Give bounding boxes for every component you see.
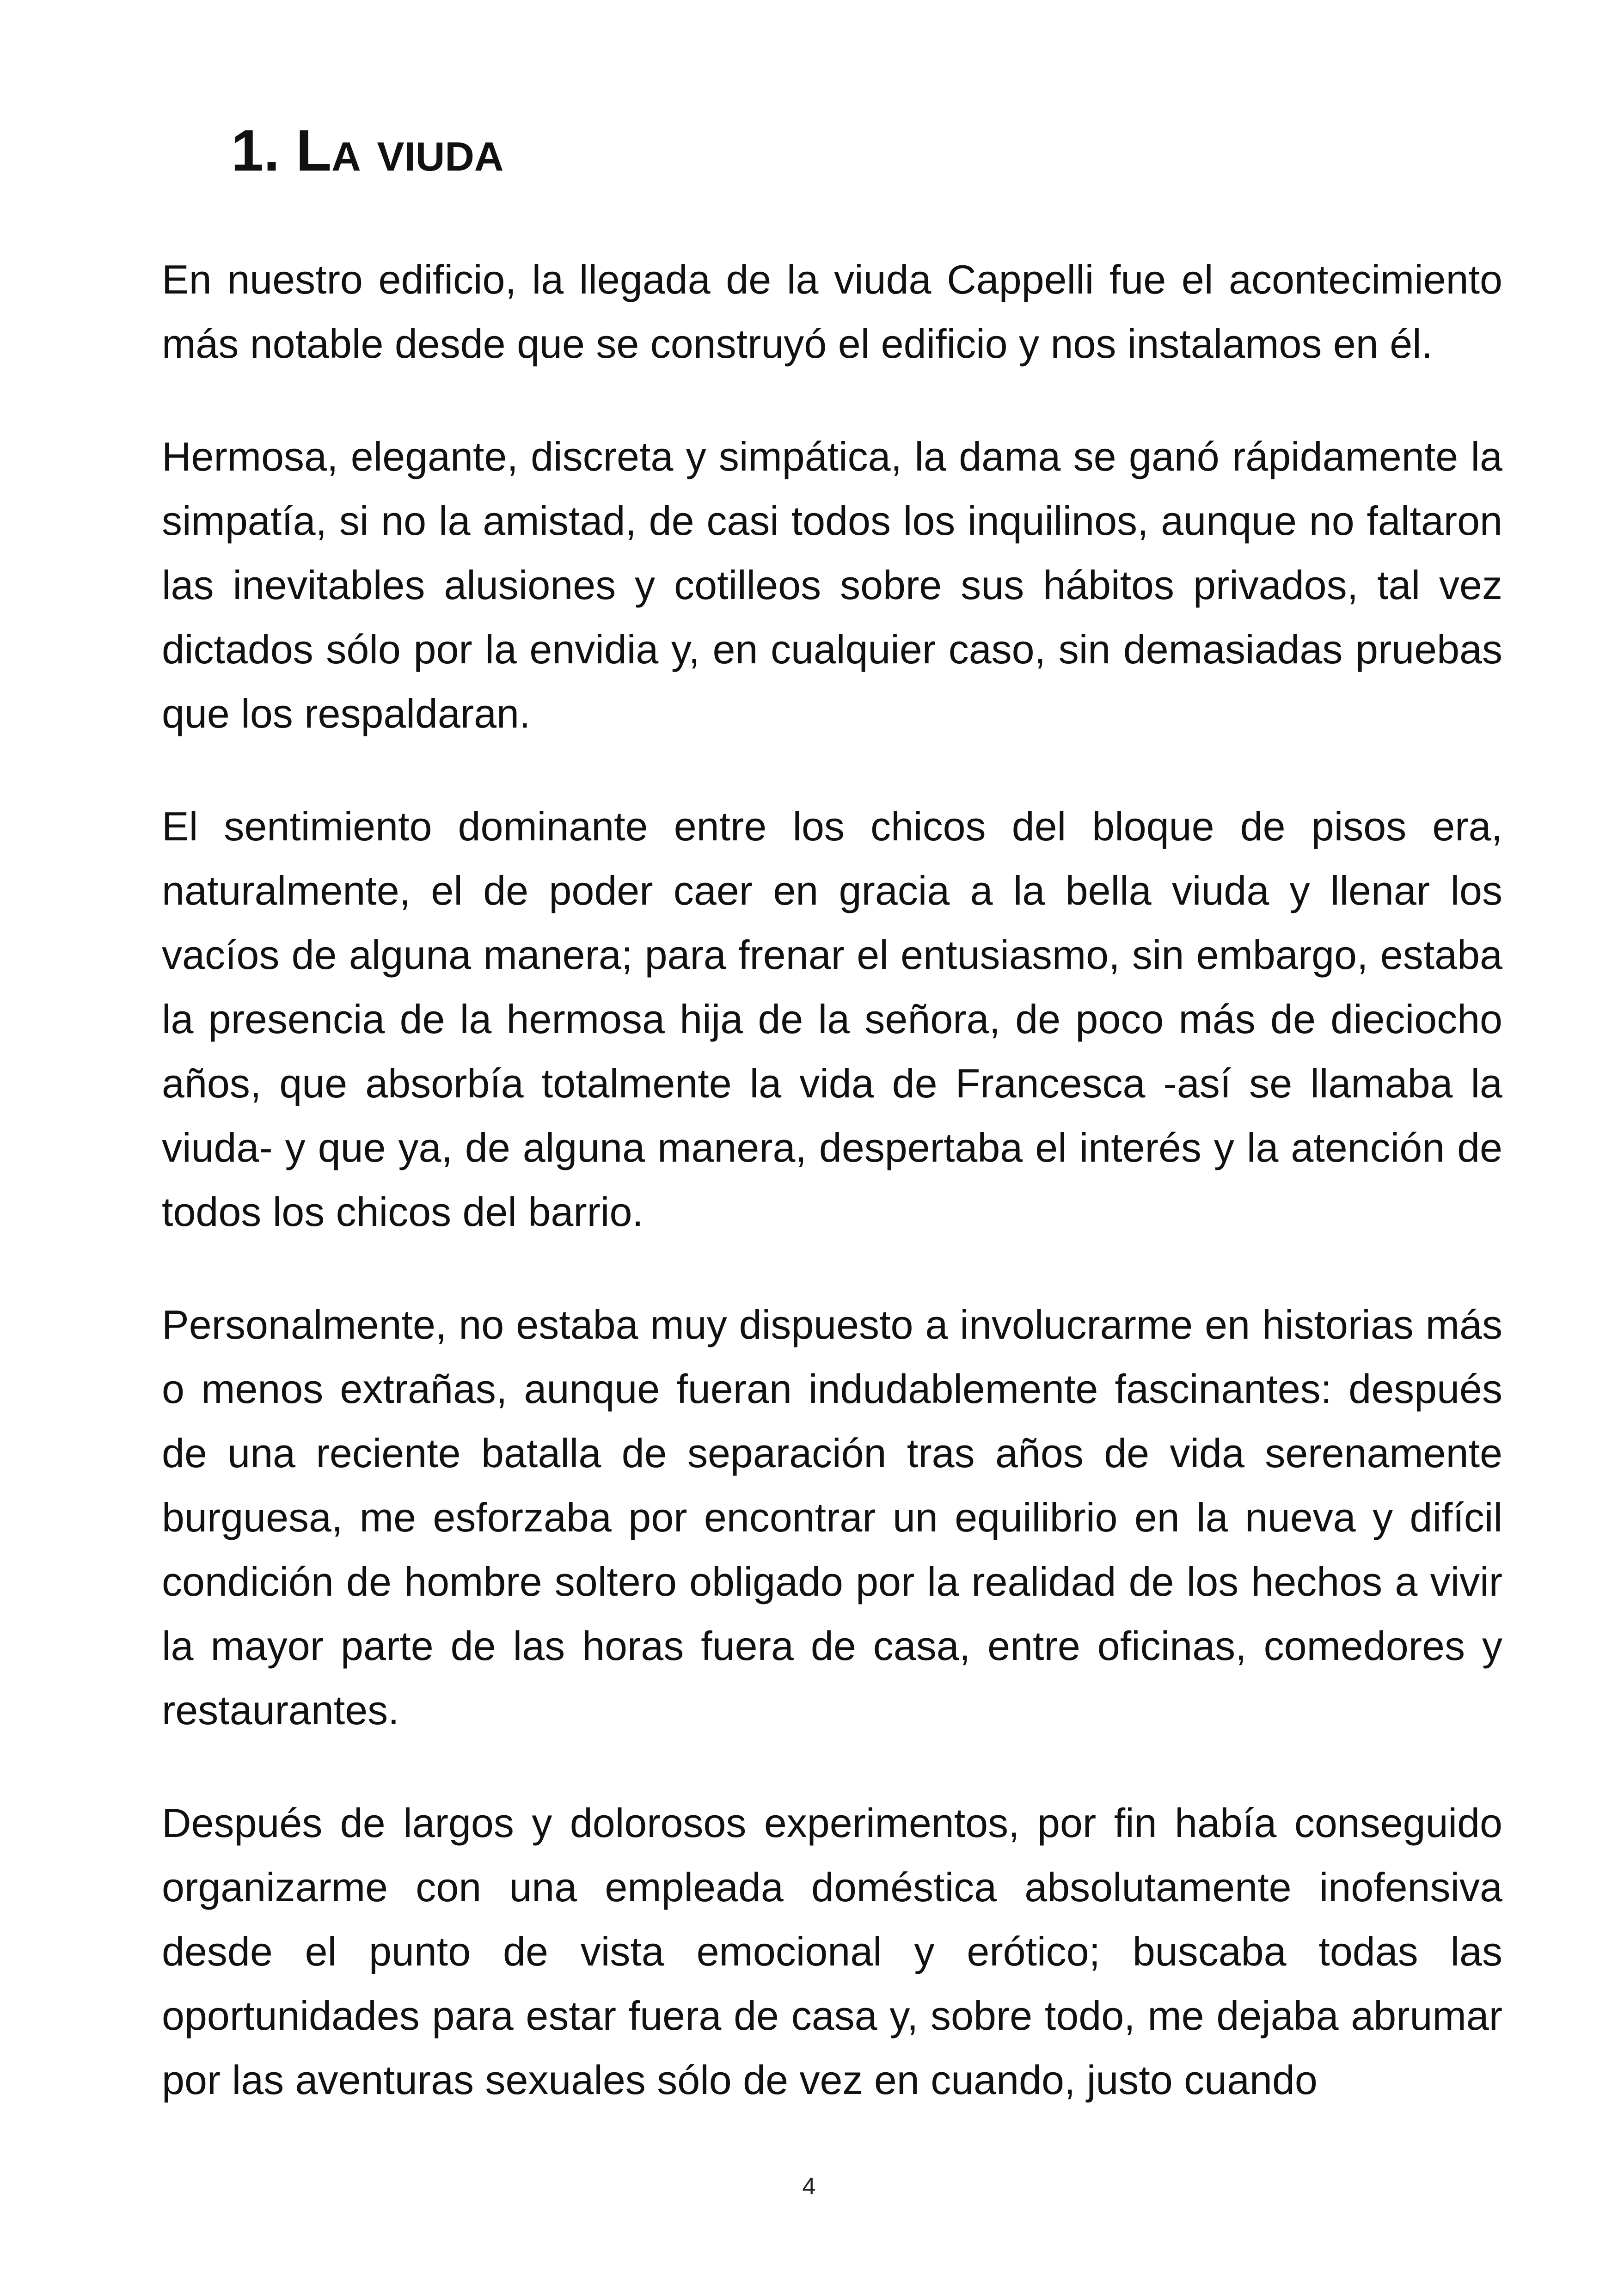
paragraph: Hermosa, elegante, discreta y simpática, la dama se ganó rápidamente la simpatía, si no la amistad, de casi todos los inquilinos, aunque no faltaron las inevitables alusiones y cotilleos sobre sus hábitos privados, tal vez dictados sólo por la envidia y, en cualquier caso, sin demasiadas pruebas que los respaldaran. [162,434,1502,736]
paragraph: Después de largos y dolorosos experimentos, por fin había conseguido organizarme con una empleada doméstica absolutamente inofensiva desde el punto de vista emocional y erótico; buscaba todas las oportunidades para estar fuera de casa y, sobre todo, me dejaba abrumar por las aventuras sexuales sólo de vez en cuando, justo cuando [162,1800,1502,2103]
chapter-number: 1. [231,118,280,183]
chapter-title [231,116,503,185]
page-number: 4 [802,2173,816,2200]
paragraph: En nuestro edificio, la llegada de la viuda Cappelli fue el acontecimiento más notable desde que se construyó el edificio y nos instalamos en él. [162,257,1502,367]
paragraph: El sentimiento dominante entre los chicos del bloque de pisos era, naturalmente, el de poder caer en gracia a la bella viuda y llenar los vacíos de alguna manera; para frenar el entusiasmo, sin embargo, estaba la presencia de la hermosa hija de la señora, de poco más de dieciocho años, que absorbía totalmente la vida de Francesca -así se llamaba la viuda- y que ya, de alguna manera, despertaba el interés y la atención de todos los chicos del barrio. [162,803,1502,1235]
body-text [162,247,1502,2161]
paragraph: Personalmente, no estaba muy dispuesto a involucrarme en historias más o menos extrañas, aunque fueran indudablemente fascinantes: después de una reciente batalla de separación tras años de vida serenamente burguesa, me esforzaba por encontrar un equilibrio en la nueva y difícil condición de hombre soltero obligado por la realidad de los hechos a vivir la mayor parte de las horas fuera de casa, entre oficinas, comedores y restaurantes. [162,1302,1502,1733]
chapter-title-text: La viuda [296,118,504,183]
